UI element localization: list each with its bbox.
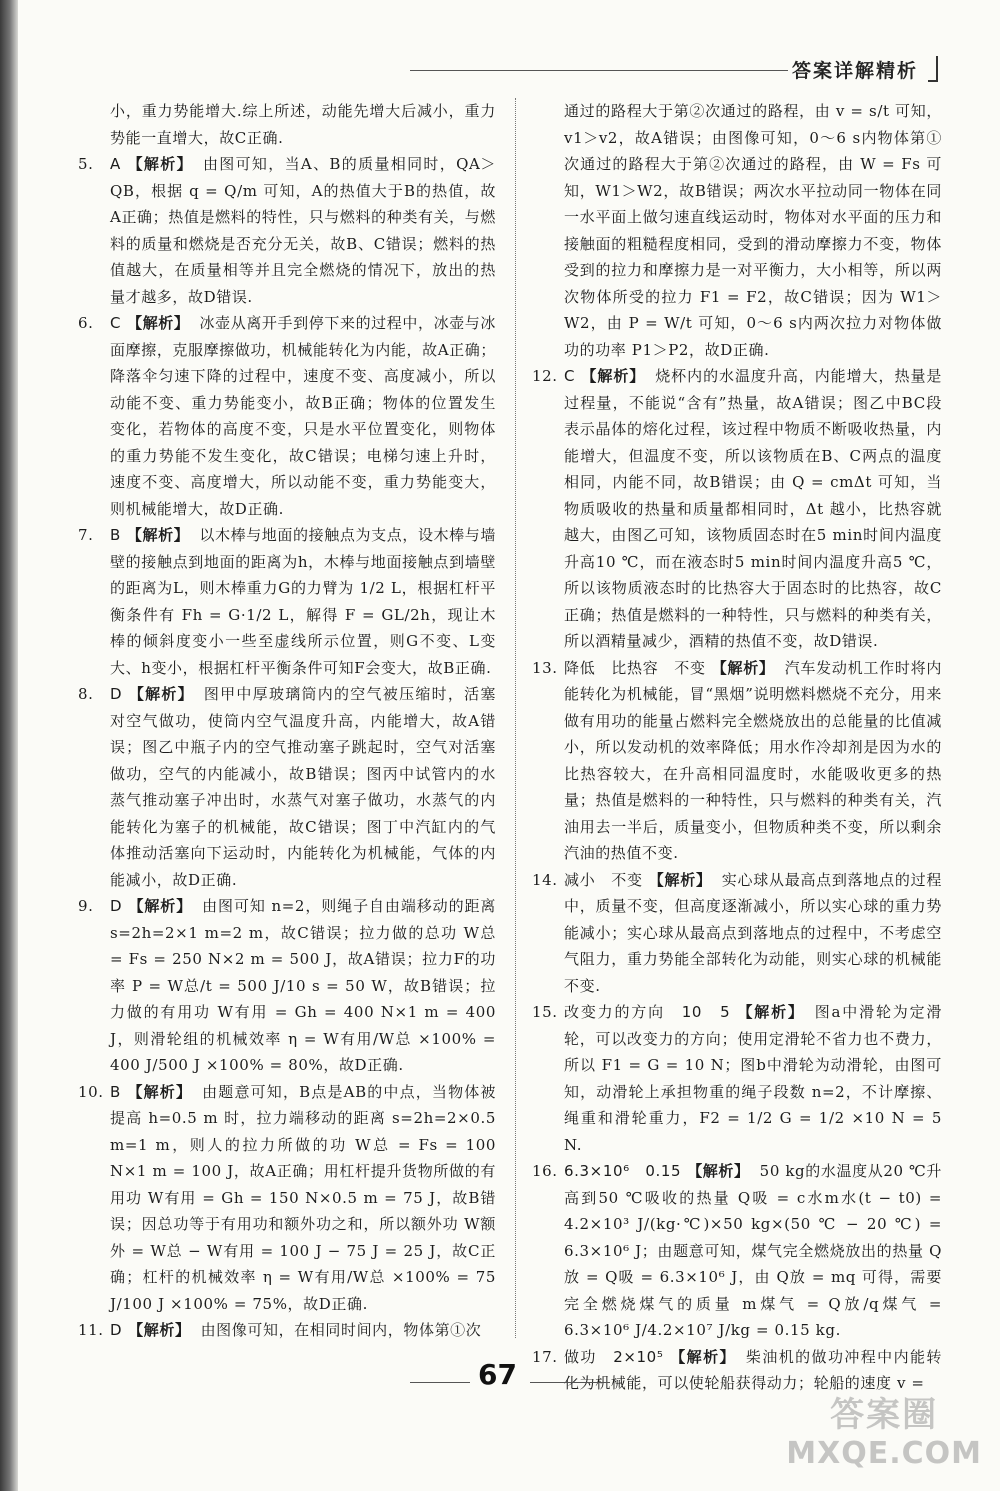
item-number: 9. [78,897,94,915]
right-column [532,98,942,1397]
answer-item-8 [78,681,496,893]
page-number: 67 [478,1358,517,1391]
watermark-url: MXQE.COM [786,1436,982,1471]
item-answer: C [110,314,122,332]
item-answer: D [110,685,123,703]
item-number: 7. [78,526,94,544]
answer-item-13 [532,655,942,867]
item-answer: B [110,1082,121,1101]
item-explanation: 由图可知 n=2，则绳子自由端移动的距离 s=2h=2×1 m=2 m，故C错误；拉力做的总功 W总 = Fs = 250 N×2 m = 500 J，故A错误；拉力F的功率 P = W总/t = 500 J/10 s = 50 W，故B错误；拉力做的有用功 W有用 = Gh = 400 N×1 m = 400 J，则滑轮组的机械效率 η = W有用/W总 ×100% = 400 J/500 J ×100% = 80%，故D正确. [110,897,496,1074]
item-explanation: 50 kg的水温度从20 ℃升高到50 ℃吸收的热量 Q吸 = c水m水(t − t0) = 4.2×10³ J/(kg·℃)×50 kg×(50 ℃ − 20 ℃) = 6.3×10⁶ J；由题意可知，煤气完全燃烧放出的热量 Q放 = Q吸 = 6.3×10⁶ J，由 Q放 = mq 可得，需要完全燃烧煤气的质量 m煤气 = Q放/q煤气 = 6.3×10⁶ J/4.2×10⁷ J/kg = 0.15 kg. [564,1162,943,1339]
item-answer: 6.3×10⁶ 0.15 [564,1162,682,1180]
watermark-text: 答案圈 [830,1395,939,1435]
analysis-tag: 【解析】 [581,367,646,385]
item-number: 12. [532,367,558,385]
item-answer: D [110,897,123,915]
item-number: 14. [532,870,558,889]
analysis-tag: 【解析】 [648,870,712,889]
analysis-tag: 【解析】 [711,658,775,677]
item-explanation: 柴油机的做功冲程中内能转化为机械能，可以使轮船获得动力；轮船的速度 v = [564,1347,943,1392]
item-explanation: 冰壶从离开手到停下来的过程中，冰壶与冰面摩擦，克服摩擦做功，机械能转化为内能，故A正确；降落伞匀速下降的过程中，速度不变、高度减小，所以动能不变、重力势能变小，故B正确；物体的位置发生变化，若物体的高度不变，只是水平位置变化，则物体的重力势能不发生变化，故C错误；电梯匀速上升时，速度不变、高度增大，所以动能不变，重力势能变大，则机械能增大，故D正确. [110,314,497,518]
answer-item-5 [78,151,496,310]
analysis-tag: 【解析】 [126,526,190,544]
answer-item-11 [78,1317,496,1344]
answer-item-14 [532,867,942,1000]
item-explanation: 由题意可知，B点是AB的中点，当物体被提高 h=0.5 m 时，拉力端移动的距离 s=2h=2×0.5 m=1 m，则人的拉力所做的功 W总 = Fs = 100 N×1 m = 100 J，故A正确；用杠杆提升货物所做的有用功 W有用 = Gh = 150 N×0.5 m = 75 J，故B错误；因总功等于有用功和额外功之和，所以额外功 W额外 = W总 − W有用 = 100 J − 75 J = 25 J，故C正确；杠杆的机械效率 η = W有用/W总 ×100% = 75 J/100 J ×100% = 75%，故D正确. [110,1082,497,1313]
header-title: 答案详解精析 [792,60,919,82]
item-explanation: 图a中滑轮为定滑轮，可以改变力的方向；使用定滑轮不省力也不费力，所以 F1 = G = 10 N；图b中滑轮为动滑轮，由图可知，动滑轮上承担物重的绳子段数 n=2，不计摩擦、绳重和滑轮重力，F2 = 1/2 G = 1/2 ×10 N = 5 N. [564,1003,942,1154]
item-number: 11. [78,1321,104,1339]
answer-item-16 [532,1158,942,1344]
item-number: 8. [78,685,94,703]
item-explanation: 烧杯内的水温度升高，内能增大，热量是过程量，不能说“含有”热量，故A错误；图乙中BC段表示晶体的熔化过程，该过程中物质不断吸收热量，内能增大，但温度不变，所以该物质在B、C两点的温度相同，内能不同，故B错误；由 Q = cmΔt 可知，当物质吸收的热量和质量都相同时，Δt 越小，比热容就越大，由图乙可知，该物质固态时在5 min时间内温度升高10 ℃，而在液态时5 min时间内温度升高5 ℃，所以该物质液态时的比热容大于固态时的比热容，故C正确；热值是燃料的一种特性，只与燃料的种类有关，所以酒精量减少，酒精的热值不变，故D错误. [564,367,942,650]
footer-rule-left [410,1382,470,1383]
analysis-tag: 【解析】 [126,1082,193,1101]
analysis-tag: 【解析】 [126,155,193,173]
item-answer: 减小 不变 [564,870,643,889]
item-answer: 降低 比热容 不变 [564,658,706,677]
item-number: 5. [78,155,94,173]
item-number: 6. [78,314,94,332]
item-number: 16. [532,1162,558,1180]
item-number: 10. [78,1082,104,1101]
header-rule [410,70,788,71]
analysis-tag: 【解析】 [669,1347,736,1366]
item-answer: D [110,1321,123,1339]
analysis-tag: 【解析】 [128,1321,191,1339]
item-explanation: 实心球从最高点到落地点的过程中，质量不变，但高度逐渐减小，所以实心球的重力势能减小；实心球从最高点到落地点的过程中，不考虑空气阻力，重力势能全部转化为动能，则实心球的机械能不变. [564,870,942,995]
item-answer: B [110,526,121,544]
column-divider [515,98,516,1338]
header-bracket-icon [928,56,938,82]
item-explanation: 以木棒与地面的接触点为支点，设木棒与墙壁的接触点到地面的距离为h，木棒与地面接触点到墙壁的距离为L，则木棒重力G的力臂为 1/2 L，根据杠杆平衡条件有 Fh = G·1/2 L，解得 F = GL/2h，现让木棒的倾斜度变小一些至虚线所示位置，则G不变、L变大、h变小，根据杠杆平衡条件可知F会变大，故B正确. [110,526,496,677]
item-number: 13. [532,658,558,677]
analysis-tag: 【解析】 [127,314,190,332]
item-answer: C [564,367,576,385]
site-watermark-logo [786,1387,982,1471]
item-explanation: 图甲中厚玻璃筒内的空气被压缩时，活塞对空气做功，使筒内空气温度升高，内能增大，故A错误；图乙中瓶子内的空气推动塞子跳起时，空气对活塞做功，空气的内能减小，故B错误；图丙中试管内的水蒸气推动塞子冲出时，水蒸气对塞子做功，水蒸气的内能转化为塞子的机械能，故C错误；图丁中汽缸内的气体推动活塞向下运动时，内能转化为机械能，气体的内能减小，故D正确. [110,685,496,889]
continued-text: 小，重力势能增大.综上所述，动能先增大后减小，重力势能一直增大，故C正确. [110,102,496,147]
footer-rule-right [530,1382,610,1383]
book-spine-shadow [0,0,18,1491]
answer-item-12 [532,363,942,655]
answer-item-9 [78,893,496,1079]
analysis-tag: 【解析】 [128,897,193,915]
item-explanation: 汽车发动机工作时将内能转化为机械能，冒“黑烟”说明燃料燃烧不充分，用来做有用功的能量占燃料完全燃烧放出的总能量的比值减小，所以发动机的效率降低；用水作冷却剂是因为水的比热容较大，在升高相同温度时，水能吸收更多的热量；热值是燃料的一种特性，只与燃料的种类有关，汽油用去一半后，质量变小，但物质种类不变，所以剩余汽油的热值不变. [564,658,942,862]
item-explanation: 由图像可知，在相同时间内，物体第①次 [200,1321,482,1339]
analysis-tag: 【解析】 [687,1162,750,1180]
continued-text: 通过的路程大于第②次通过的路程，由 v = s/t 可知，v1＞v2，故A错误；由图像可知，0～6 s内物体第①次通过的路程大于第②次通过的路程，由 W = Fs 可知，W1＞W2，故B错误；两次水平拉动同一物体在同一水平面上做匀速直线运动时，物体对水平面的压力和接触面的粗糙程度相同，受到的滑动摩擦力不变，物体受到的拉力和摩擦力是一对平衡力，大小相等，所以两次物体所受的拉力 F1 = F2，故C错误；因为 W1＞W2，由 P = W/t 可知，0～6 s内两次拉力对物体做功的功率 P1＞P2，故D正确. [564,102,942,359]
item-answer: 做功 2×10⁵ [564,1347,664,1366]
answer-item-15 [532,999,942,1158]
answer-item-6 [78,310,496,522]
item-explanation: 由图可知，当A、B的质量相同时，QA＞QB，根据 q = Q/m 可知，A的热值大于B的热值，故A正确；热值是燃料的特性，只与燃料的种类有关，与燃料的质量和燃烧是否充分无关，故B、C错误；燃料的热值越大，在质量相等并且完全燃烧的情况下，放出的热量才越多，故D错误. [110,155,497,306]
answer-item-10 [78,1079,496,1318]
item-number: 17. [532,1347,558,1366]
left-column [78,98,496,1344]
analysis-tag: 【解析】 [736,1003,805,1021]
item-answer: 改变力的方向 10 5 [564,1003,731,1021]
item-answer: A [110,155,121,173]
item-number: 15. [532,1003,558,1021]
answer-item-7 [78,522,496,681]
analysis-tag: 【解析】 [128,685,194,703]
